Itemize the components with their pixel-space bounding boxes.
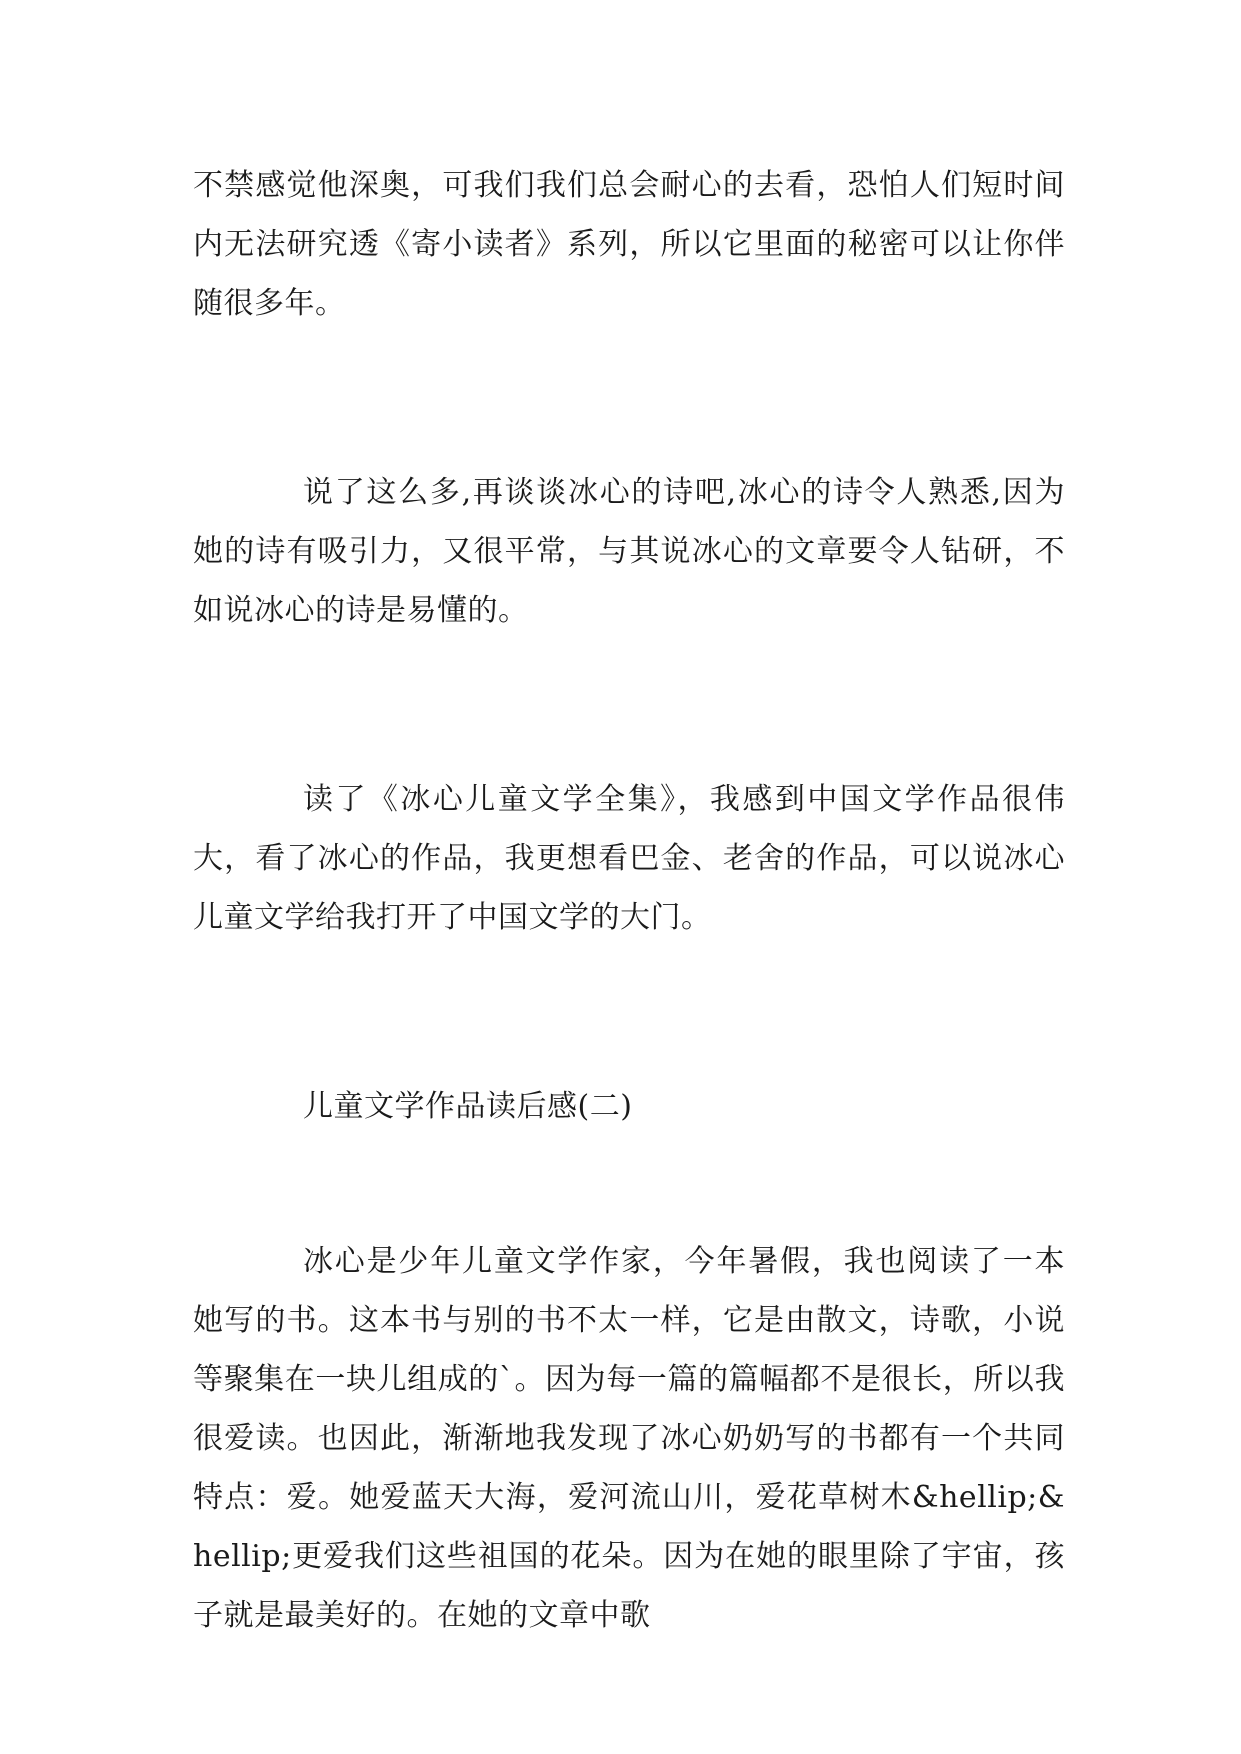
paragraph-gap (193, 333, 1065, 463)
paragraph-poetry: 说了这么多,再谈谈冰心的诗吧,冰心的诗令人熟悉,因为她的诗有吸引力，又很平常，与其说冰心的文章要令人钻研，不如说冰心的诗是易懂的。 (193, 475, 1065, 628)
document-body (193, 156, 1065, 1645)
paragraph-gap (193, 1136, 1065, 1232)
paragraph-continuation: 不禁感觉他深奥，可我们我们总会耐心的去看，恐怕人们短时间内无法研究透《寄小读者》系列，所以它里面的秘密可以让你伴随很多年。 (193, 168, 1065, 321)
paragraph-conclusion: 读了《冰心儿童文学全集》，我感到中国文学作品很伟大，看了冰心的作品，我更想看巴金、老舍的作品，可以说冰心儿童文学给我打开了中国文学的大门。 (193, 782, 1065, 935)
paragraph-section-two: 冰心是少年儿童文学作家，今年暑假，我也阅读了一本她写的书。这本书与别的书不太一样，它是由散文，诗歌，小说等聚集在一块儿组成的`。因为每一篇的篇幅都不是很长，所以我很爱读。也因此，渐渐地我发现了冰心奶奶写的书都有一个共同特点：爱。她爱蓝天大海，爱河流山川，爱花草树木&hellip;&hellip;更爱我们这些祖国的花朵。因为在她的眼里除了宇宙，孩子就是最美好的。在她的文章中歌 (193, 1244, 1065, 1633)
paragraph-gap (193, 947, 1065, 1077)
paragraph-gap (193, 640, 1065, 770)
section-heading: 儿童文学作品读后感(二) (303, 1089, 633, 1124)
